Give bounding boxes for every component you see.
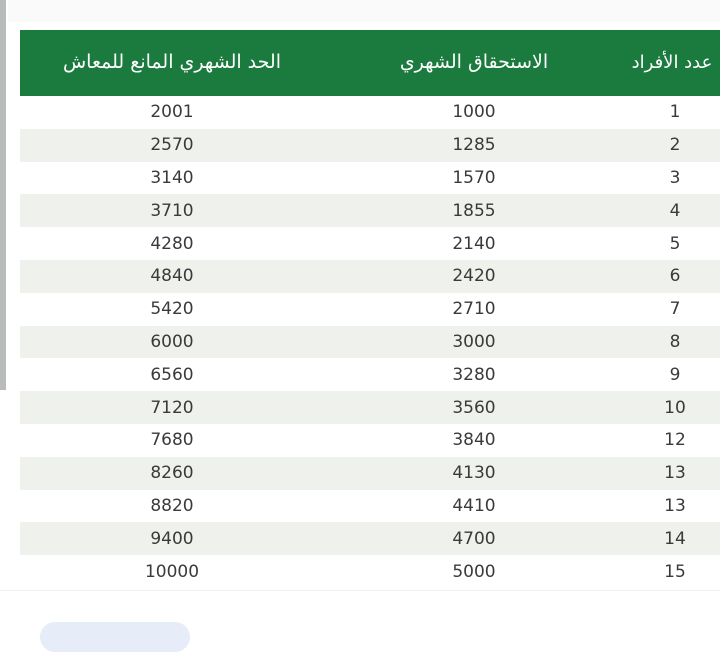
cell-member-count: 15 (664, 561, 686, 582)
cell-monthly-entitlement: 1285 (452, 135, 496, 156)
table-row (20, 424, 720, 457)
table-row (20, 162, 720, 195)
cell-monthly-entitlement: 2140 (452, 233, 496, 254)
cell-monthly-limit: 6000 (150, 331, 194, 352)
cell-member-count: 10 (664, 397, 686, 418)
table-row (20, 457, 720, 490)
cell-monthly-limit: 3710 (150, 200, 194, 221)
cell-monthly-entitlement: 3840 (452, 430, 496, 451)
cell-monthly-limit: 9400 (150, 528, 194, 549)
page-divider (0, 590, 720, 591)
table-row (20, 391, 720, 424)
table-row (20, 490, 720, 523)
cell-member-count: 6 (669, 266, 681, 287)
cell-monthly-limit: 2570 (150, 135, 194, 156)
top-edge-band (8, 0, 720, 22)
cell-monthly-limit: 10000 (144, 561, 200, 582)
cell-monthly-limit: 8260 (150, 463, 194, 484)
table-row (20, 358, 720, 391)
cell-member-count: 1 (669, 102, 681, 123)
cell-monthly-entitlement: 3280 (452, 364, 496, 385)
cell-member-count: 14 (664, 528, 686, 549)
table-row (20, 522, 720, 555)
header-monthly-limit: الحد الشهري المانع للمعاش (62, 51, 281, 74)
table-row (20, 260, 720, 293)
cell-monthly-limit: 7680 (150, 430, 194, 451)
table-row (20, 194, 720, 227)
cell-member-count: 7 (669, 299, 681, 320)
header-monthly-entitlement: الاستحقاق الشهري (399, 51, 549, 74)
cell-monthly-entitlement: 3000 (452, 331, 496, 352)
cell-monthly-limit: 4840 (150, 266, 194, 287)
cell-member-count: 8 (669, 331, 681, 352)
table-body (20, 96, 720, 588)
header-member-count: عدد الأفراد (631, 51, 713, 73)
cell-member-count: 5 (669, 233, 681, 254)
cell-member-count: 13 (664, 463, 686, 484)
cell-member-count: 3 (669, 167, 681, 188)
cell-member-count: 4 (669, 200, 681, 221)
left-edge-bar (0, 0, 6, 390)
table-row (20, 555, 720, 588)
cell-member-count: 12 (664, 430, 686, 451)
table-row (20, 227, 720, 260)
benefit-table-container (20, 30, 720, 588)
cell-monthly-limit: 5420 (150, 299, 194, 320)
cell-monthly-entitlement: 1000 (452, 102, 496, 123)
table-row (20, 293, 720, 326)
cell-member-count: 9 (669, 364, 681, 385)
cell-member-count: 2 (669, 135, 681, 156)
cell-monthly-limit: 7120 (150, 397, 194, 418)
table-row (20, 326, 720, 359)
table-header-row (20, 30, 720, 96)
benefit-table (20, 30, 720, 588)
cell-monthly-limit: 4280 (150, 233, 194, 254)
cell-monthly-entitlement: 2710 (452, 299, 496, 320)
cell-monthly-limit: 3140 (150, 167, 194, 188)
cell-monthly-entitlement: 1570 (452, 167, 496, 188)
table-row (20, 96, 720, 129)
cell-monthly-entitlement: 4410 (452, 495, 496, 516)
cell-monthly-limit: 8820 (150, 495, 194, 516)
cell-monthly-limit: 6560 (150, 364, 194, 385)
table-row (20, 129, 720, 162)
cell-monthly-entitlement: 4130 (452, 463, 496, 484)
cell-member-count: 13 (664, 495, 686, 516)
bottom-pill-shape (40, 622, 190, 652)
cell-monthly-entitlement: 5000 (452, 561, 496, 582)
cell-monthly-entitlement: 3560 (452, 397, 496, 418)
cell-monthly-entitlement: 2420 (452, 266, 496, 287)
cell-monthly-entitlement: 1855 (452, 200, 496, 221)
cell-monthly-limit: 2001 (150, 102, 194, 123)
cell-monthly-entitlement: 4700 (452, 528, 496, 549)
